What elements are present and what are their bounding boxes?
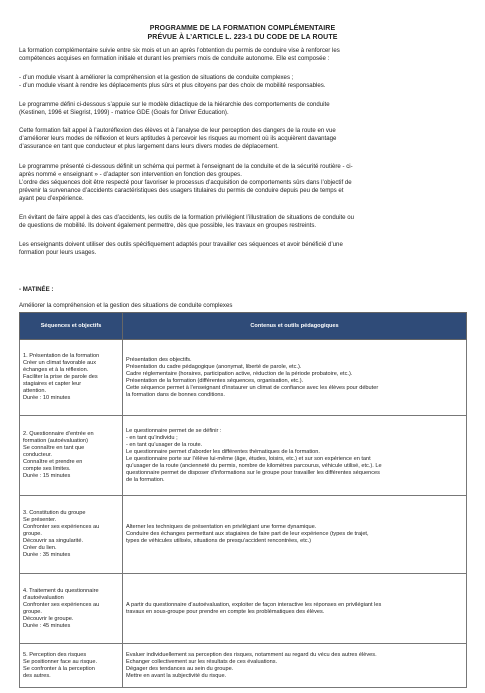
- cell-line: attention.: [23, 388, 47, 394]
- cell-line: Découvrir le groupe.: [23, 615, 74, 622]
- cell-line: Présentation de la formation (différentes séquences, organisation, etc.).: [126, 377, 304, 384]
- text-line: d’assurance en tant que conducteur et plus largement dans leurs divers modes de déplacement.: [19, 143, 279, 150]
- cell-line: conducteur.: [23, 452, 52, 458]
- cell-line: Confronter ses expériences au: [23, 524, 100, 530]
- text-line: prévenir la survenance d’accidents caractéristiques des usagers titulaires du permis de conduire depuis peu de temps et: [19, 187, 344, 194]
- content-cell: [123, 574, 467, 644]
- cell-line: Créer un climat favorable aux: [23, 360, 97, 366]
- cell-line: questionnaire permet de disposer d’informations sur le groupe pour travailler les différentes séquences: [126, 469, 380, 476]
- cell-line: Durée : 10 minutes: [23, 395, 71, 401]
- sequence-cell: [20, 416, 123, 496]
- text-line: En évitant de faire appel à des cas d’accidents, les outils de la formation privilégient l’illustration de situations de conduite ou: [19, 214, 355, 221]
- cell-line: Se positionner face au risque.: [23, 658, 98, 665]
- cell-line: Le questionnaire porte sur l’élève lui-même (âge, études, loisirs, etc.) et sur son expérience en tant: [126, 455, 371, 462]
- cell-line: la formation dans de bonnes conditions.: [126, 391, 225, 398]
- matinee-heading: - MATINÉE :: [19, 286, 54, 293]
- column-header-contenus: Contenus et outils pédagogiques: [123, 313, 467, 340]
- text-line: Les enseignants doivent utiliser des outils spécifiquement adaptés pour travailler ces séquences et avoir bénéficié d’une: [19, 241, 343, 248]
- text-line: Le programme présenté ci-dessous définit un schéma qui permet à l’enseignant de la conduite et de la sécurité routière - ci-: [19, 163, 353, 170]
- cell-line: qu’usager de la route (ancienneté du permis, nombre de kilomètres parcourus, véhicule utilisé, etc.). Le: [126, 462, 382, 469]
- model-paragraph: [19, 101, 467, 117]
- accidents-paragraph: [19, 214, 467, 230]
- cell-line: Durée : 45 minutes: [23, 622, 71, 629]
- cell-line: Durée : 35 minutes: [23, 552, 71, 558]
- cell-line: d’autoévaluation: [23, 594, 64, 601]
- text-line: formation pour leurs usages.: [19, 249, 97, 256]
- cell-line: 3. Constitution du groupe: [23, 510, 86, 516]
- cell-line: Se confronter à la perception: [23, 665, 95, 672]
- modules-list: [19, 74, 467, 90]
- table-row: [20, 496, 467, 574]
- text-line: L’ordre des séquences doit être respecté pour favoriser le processus d’acquisition de comportements sûrs dans l’objectif de: [19, 179, 352, 186]
- cell-line: Alterner les techniques de présentation en privilégiant une forme dynamique.: [126, 524, 317, 530]
- text-line: après nommé « enseignant » - d’adapter son intervention en fonction des groupes.: [19, 171, 242, 178]
- text-line: compétences acquises en formation initiale et durant les premiers mois de conduite autonome. Elle est composée :: [19, 55, 330, 62]
- cell-line: stagiaires et capter leur: [23, 381, 82, 387]
- text-line: d’améliorer leurs modes de réflexion et leurs aptitudes à percevoir les risques au moment où ils acquièrent davantage: [19, 135, 337, 142]
- list-item: - d’un module visant à rendre les déplacements plus sûrs et plus citoyens par des choix de mobilité responsables.: [19, 82, 326, 89]
- cell-line: Le questionnaire permet de se définir :: [126, 427, 222, 434]
- cell-line: A partir du questionnaire d’autoévaluation, exploiter de façon interactive les réponses en privilégiant les: [126, 601, 382, 608]
- title-line: PROGRAMME DE LA FORMATION COMPLÉMENTAIRE: [149, 25, 336, 32]
- cell-line: 2. Questionnaire d’entrée en: [23, 431, 94, 437]
- cell-line: formation (autoévaluation): [23, 438, 88, 444]
- sequence-cell: [20, 496, 123, 574]
- intro-paragraph: [19, 47, 467, 63]
- text-line: (Kestinen, 1996 et Siegrist, 1999) - matrice GDE (Goals for Driver Education).: [19, 109, 229, 116]
- text-line: Le programme défini ci-dessous s’appuie sur le modèle didactique de la hiérarchie des comportements de conduite: [19, 101, 330, 108]
- table-row: [20, 574, 467, 644]
- enseignants-paragraph: [19, 241, 467, 257]
- cell-line: 4. Traitement du questionnaire: [23, 587, 99, 594]
- cell-line: groupe.: [23, 531, 42, 537]
- cell-line: groupe.: [23, 608, 42, 615]
- table-row: [20, 416, 467, 496]
- cell-line: Se connaître en tant que: [23, 445, 85, 451]
- cell-line: - en tant qu’individu ;: [126, 434, 178, 441]
- table-row: [20, 644, 467, 688]
- formation-paragraph: [19, 127, 467, 151]
- cell-line: 5. Perception des risques: [23, 651, 87, 658]
- content-cell: [123, 644, 467, 688]
- text-line: Cette formation fait appel à l’autoréflexion des élèves et à l’analyse de leur perception des dangers de la route en vue: [19, 127, 336, 134]
- content-cell: [123, 340, 467, 416]
- section-subtitle: Améliorer la compréhension et la gestion des situations de conduite complexes: [19, 302, 233, 309]
- title-line: PRÉVUE À L’ARTICLE L. 223-1 DU CODE DE LA ROUTE: [147, 33, 338, 41]
- programme-paragraph: [19, 163, 467, 203]
- content-cell: [123, 416, 467, 496]
- cell-line: Cette séquence permet à l’enseignant d’instaurer un climat de confiance avec les élèves pour débuter: [126, 384, 379, 391]
- content-cell: [123, 496, 467, 574]
- sequence-cell: [20, 574, 123, 644]
- cell-line: Durée : 15 minutes: [23, 473, 71, 479]
- column-header-sequences: Séquences et objectifs: [20, 313, 123, 340]
- cell-line: - en tant qu’usager de la route.: [126, 441, 203, 448]
- document-title: [40, 25, 445, 42]
- cell-line: Présentation des objectifs.: [126, 356, 192, 363]
- text-line: de questions de mobilité. Ils doivent également permettre, dès que possible, les travaux en groupes restreints.: [19, 222, 317, 229]
- cell-line: des autres.: [23, 672, 51, 679]
- cell-line: Créer du lien.: [23, 545, 57, 551]
- cell-line: échanges et à la réflexion.: [23, 367, 89, 373]
- text-line: La formation complémentaire suivie entre six mois et un an après l’obtention du permis de conduire vise à renforcer les: [19, 47, 340, 54]
- cell-line: Se présenter.: [23, 517, 57, 523]
- table-row: [20, 340, 467, 416]
- cell-line: Présentation du cadre pédagogique (anonymat, liberté de parole, etc.).: [126, 363, 302, 370]
- cell-line: Le questionnaire permet d’aborder les différentes thématiques de la formation.: [126, 448, 320, 455]
- programme-table: [19, 312, 467, 688]
- cell-line: 1. Présentation de la formation: [23, 353, 100, 359]
- cell-line: de la formation.: [126, 476, 165, 483]
- cell-line: Connaître et prendre en: [23, 459, 83, 465]
- cell-line: Conduire des échanges permettant aux stagiaires de faire part de leur expérience (types de trajet,: [126, 531, 369, 537]
- list-item: - d’un module visant à améliorer la compréhension et la gestion de situations de conduite complexes ;: [19, 74, 294, 81]
- cell-line: types de véhicules utilisés, situations de presqu’accident rencontrées, etc.): [126, 538, 312, 544]
- cell-line: Découvrir sa singularité.: [23, 538, 84, 544]
- text-line: ayant peu d’expérience.: [19, 195, 84, 202]
- cell-line: Dégager des tendances au sein du groupe.: [126, 665, 234, 672]
- cell-line: Cadre réglementaire (horaires, participation active, réduction de la période probatoire, etc.).: [126, 370, 353, 377]
- sequence-cell: [20, 340, 123, 416]
- cell-line: Echanger collectivement sur les résultats de ces évaluations.: [126, 658, 278, 665]
- cell-line: Confronter ses expériences au: [23, 601, 100, 608]
- table-header-row: [20, 313, 467, 340]
- cell-line: compte ses limites.: [23, 466, 71, 472]
- sequence-cell: [20, 644, 123, 688]
- cell-line: Faciliter la prise de parole des: [23, 374, 98, 380]
- cell-line: travaux en sous-groupe pour prendre en compte les problématiques des élèves.: [126, 608, 325, 615]
- cell-line: Mettre en avant la subjectivité du risque.: [126, 672, 227, 679]
- cell-line: Evaluer individuellement sa perception des risques, notamment au regard du vécu des autres élèves.: [126, 651, 377, 658]
